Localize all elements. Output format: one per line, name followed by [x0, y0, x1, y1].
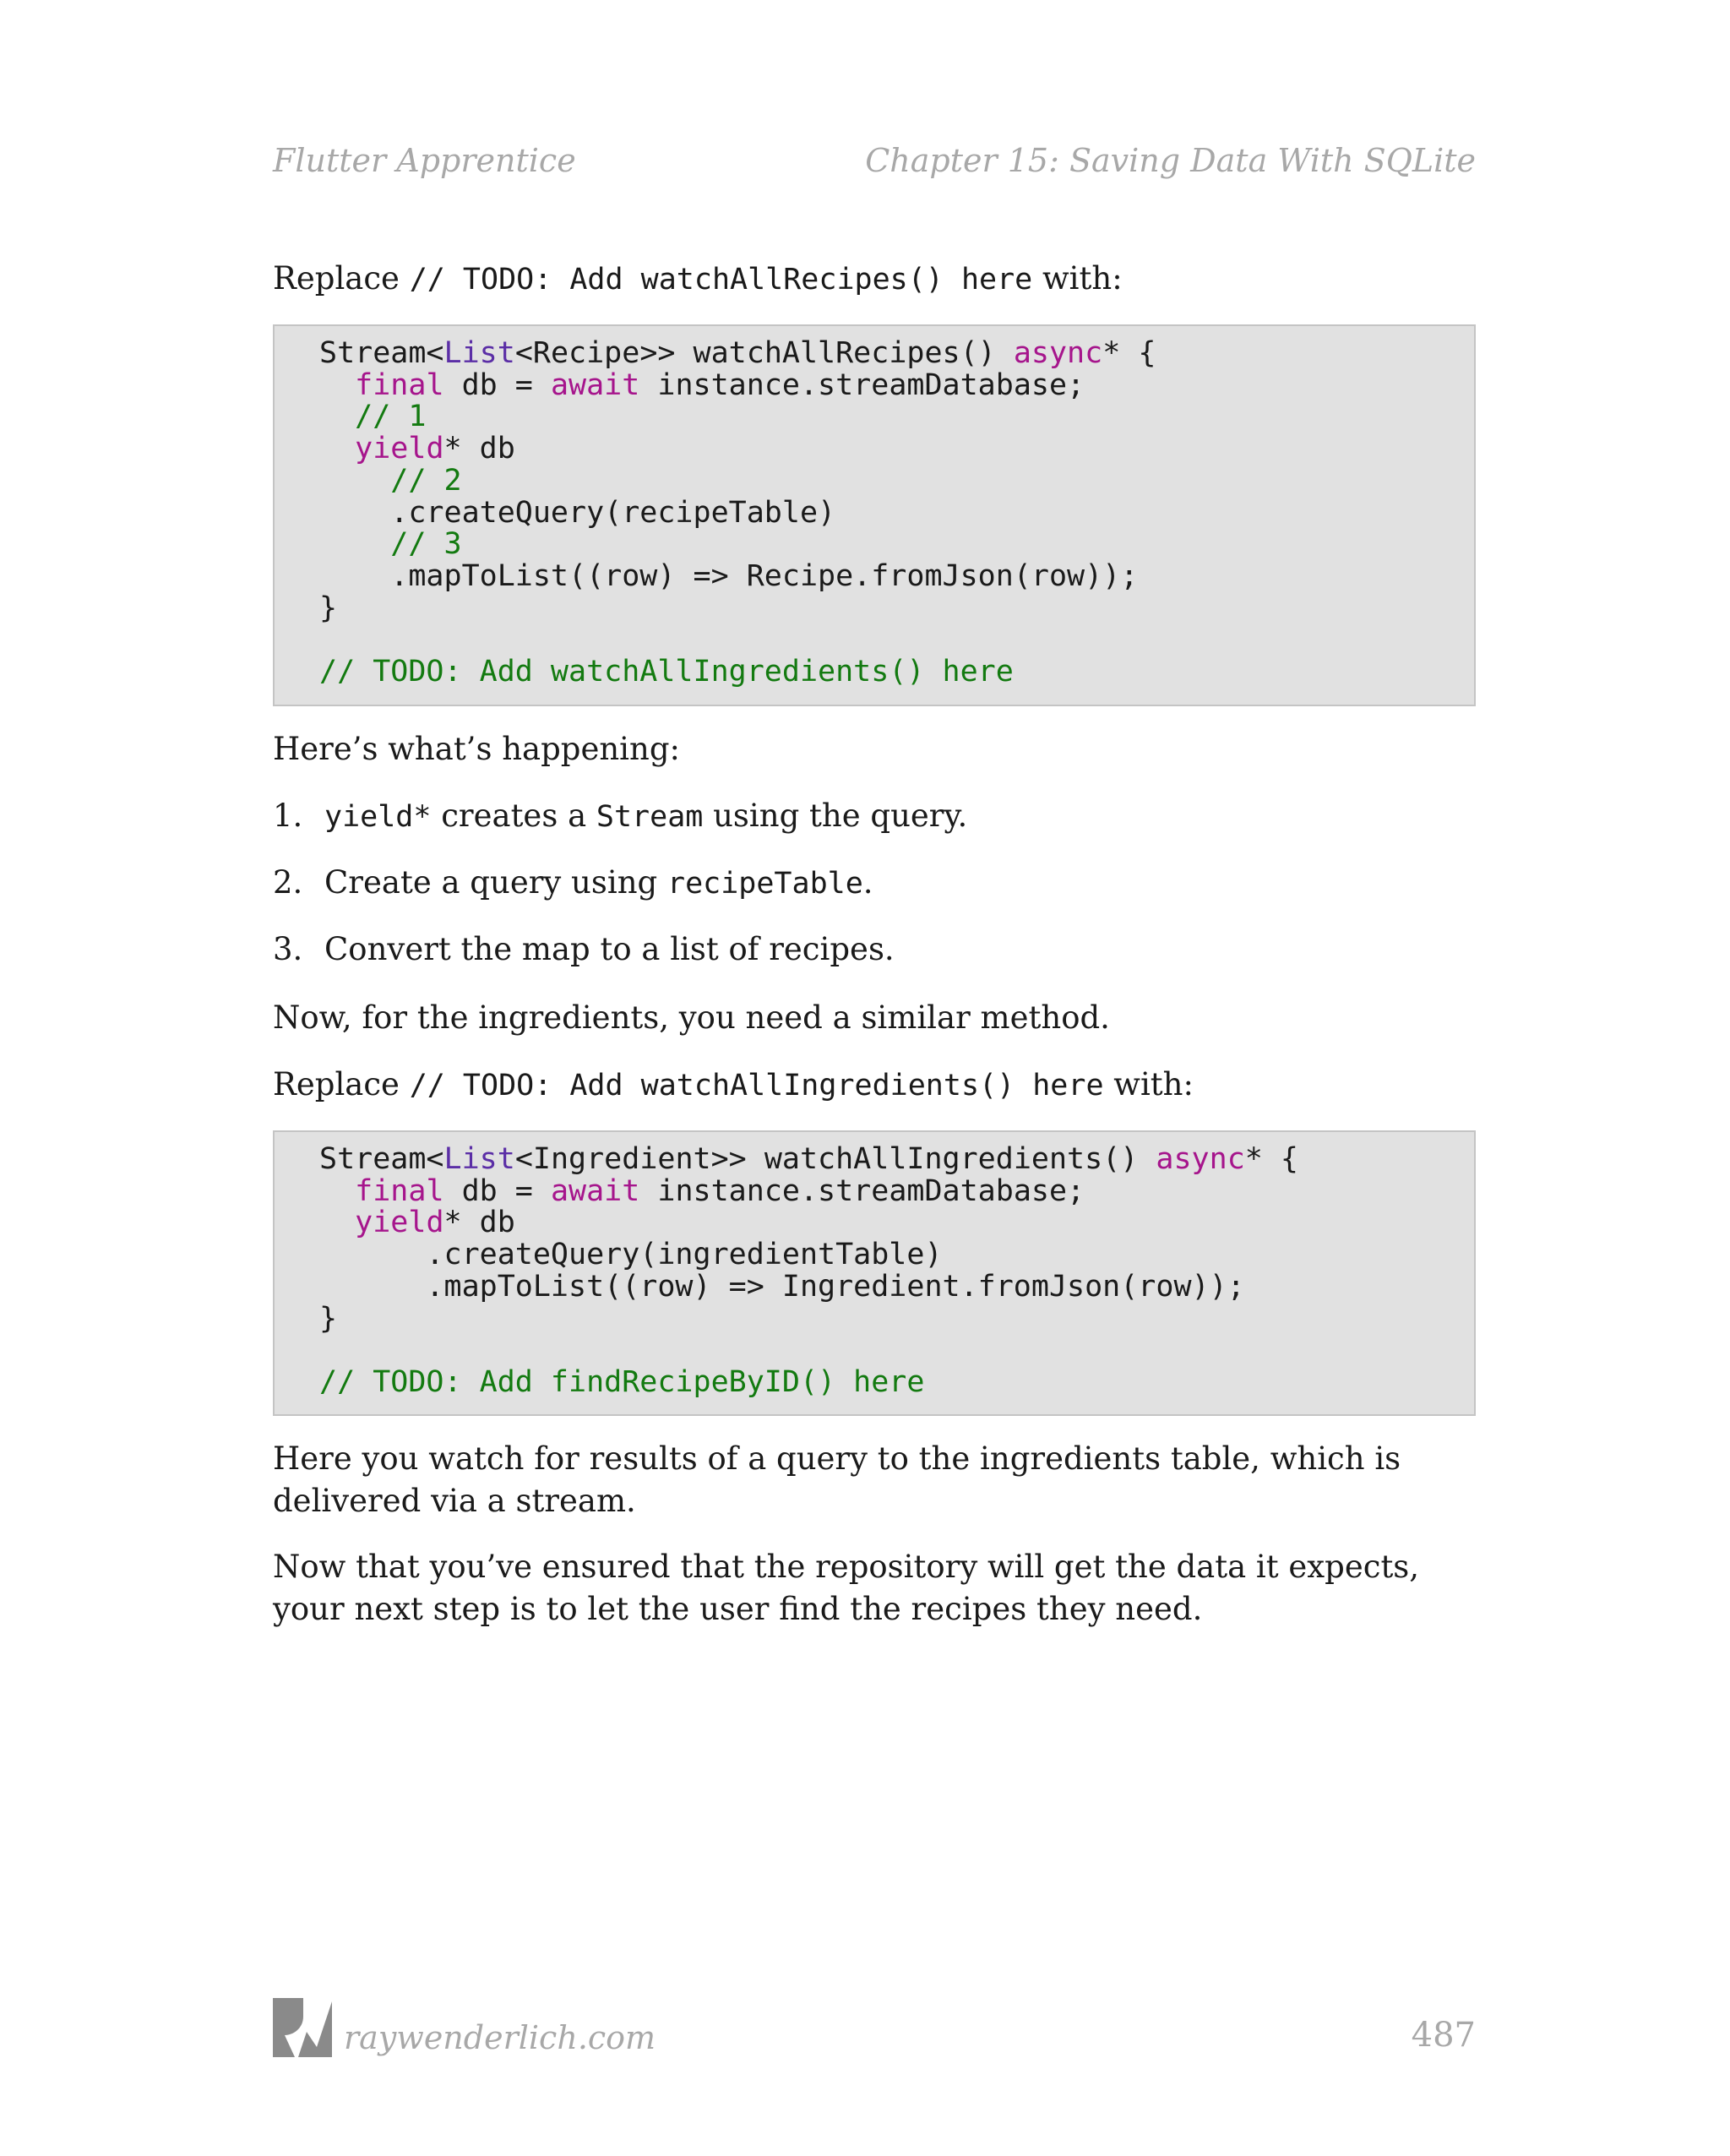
- code-token: [319, 1206, 355, 1239]
- code-keyword: final: [355, 1173, 444, 1208]
- code-comment: // 2: [319, 463, 462, 498]
- explanation-steps: [273, 795, 1476, 995]
- inline-text: Convert the map to a list of recipes.: [324, 931, 895, 967]
- code-line: [319, 1206, 515, 1239]
- para-next: Now that you’ve ensured that the repository will get the data it expects, your next step is to let the user find the recipes they need.: [273, 1549, 1420, 1627]
- instruction-prefix: Replace: [273, 260, 400, 297]
- code-line: [319, 1174, 1085, 1208]
- para-watch: Here you watch for results of a query to the ingredients table, which is delivered via a stream.: [273, 1440, 1401, 1519]
- code-token: .mapToList((row) => Recipe.fromJson(row));: [319, 558, 1139, 593]
- code-keyword: yield: [355, 432, 444, 466]
- site-url: raywenderlich.com: [344, 2019, 656, 2056]
- code-token: .createQuery(ingredientTable): [319, 1238, 943, 1272]
- book-title: Flutter Apprentice: [273, 142, 576, 179]
- instruction-prefix: Replace: [273, 1066, 400, 1102]
- code-token: instance.streamDatabase;: [639, 1173, 1085, 1208]
- inline-code: Stream: [596, 800, 704, 834]
- page-number: 487: [1411, 2016, 1476, 2055]
- list-item-number: 2.: [273, 864, 303, 901]
- code-token: .mapToList((row) => Ingredient.fromJson(row));: [319, 1269, 1245, 1304]
- code-token: .createQuery(recipeTable): [319, 495, 836, 530]
- code-type: List: [443, 336, 515, 370]
- code-keyword: yield: [355, 1206, 444, 1240]
- code-line: [319, 591, 337, 625]
- code-token: * {: [1102, 336, 1156, 370]
- code-block-watch-all-recipes: [273, 324, 1476, 706]
- inline-text: using the query.: [703, 798, 968, 834]
- instruction-code: // TODO: Add watchAllRecipes() here: [409, 263, 1033, 297]
- instruction-suffix: with:: [1113, 1066, 1194, 1102]
- code-token: db =: [443, 1173, 551, 1208]
- code-type: List: [443, 1142, 515, 1176]
- code-line: [319, 464, 462, 498]
- code-line: [319, 400, 426, 433]
- para-ingredients: Now, for the ingredients, you need a similar method.: [273, 999, 1110, 1036]
- code-line: [319, 559, 1138, 593]
- list-item: [273, 928, 1476, 995]
- code-keyword: async: [1013, 336, 1103, 370]
- inline-text: Create a query using: [324, 864, 667, 901]
- code-line: [319, 1270, 1245, 1304]
- inline-text: .: [862, 864, 873, 901]
- code-line: [319, 1365, 924, 1399]
- code-token: [319, 1174, 355, 1208]
- code-comment: // TODO: Add watchAllIngredients() here: [319, 655, 1014, 689]
- code-keyword: await: [550, 368, 640, 402]
- raywenderlich-logo-icon: [273, 1998, 332, 2057]
- code-token: Stream<: [319, 1142, 444, 1176]
- code-token: }: [319, 1301, 338, 1336]
- code-line: [319, 1142, 1298, 1176]
- code-line: [319, 1238, 943, 1271]
- code-line: [319, 1302, 337, 1336]
- code-token: db =: [443, 368, 551, 402]
- instruction-replace-recipes: [273, 258, 1476, 301]
- list-item-number: 1.: [273, 798, 303, 834]
- list-item-text: [324, 862, 873, 905]
- code-line: [319, 655, 1014, 689]
- list-item-number: 3.: [273, 931, 303, 967]
- inline-code: recipeTable: [667, 867, 863, 901]
- list-item-text: [324, 795, 967, 838]
- list-item: [273, 862, 1476, 928]
- code-token: Stream<: [319, 336, 444, 370]
- code-keyword: await: [550, 1173, 640, 1208]
- code-line: [319, 496, 835, 530]
- list-item-text: [324, 928, 895, 971]
- code-token: * db: [443, 1206, 515, 1240]
- inline-code: yield*: [324, 800, 432, 834]
- instruction-suffix: with:: [1042, 260, 1123, 297]
- code-token: * db: [443, 432, 515, 466]
- explain-intro: Here’s what’s happening:: [273, 731, 680, 767]
- code-token: }: [319, 591, 338, 625]
- code-keyword: final: [355, 368, 444, 402]
- code-listing: [319, 1144, 1298, 1399]
- instruction-code: // TODO: Add watchAllIngredients() here: [409, 1069, 1104, 1102]
- code-listing: [319, 338, 1156, 689]
- code-line: [319, 527, 462, 561]
- code-line: [319, 368, 1085, 402]
- code-comment: // TODO: Add findRecipeByID() here: [319, 1364, 925, 1399]
- code-token: [319, 432, 355, 466]
- chapter-title: Chapter 15: Saving Data With SQLite: [865, 142, 1476, 179]
- code-comment: // 1: [319, 400, 427, 434]
- code-keyword: async: [1156, 1142, 1245, 1176]
- inline-text: creates a: [431, 798, 596, 834]
- code-token: <Ingredient>> watchAllIngredients(): [514, 1142, 1156, 1176]
- code-token: <Recipe>> watchAllRecipes(): [514, 336, 1014, 370]
- code-block-watch-all-ingredients: [273, 1130, 1476, 1416]
- code-line: [319, 336, 1156, 370]
- code-token: * {: [1244, 1142, 1298, 1176]
- instruction-replace-ingredients: [273, 1064, 1476, 1107]
- list-item: [273, 795, 1476, 862]
- code-comment: // 3: [319, 527, 462, 562]
- code-line: [319, 432, 515, 466]
- code-token: instance.streamDatabase;: [639, 368, 1085, 402]
- code-token: [319, 368, 355, 402]
